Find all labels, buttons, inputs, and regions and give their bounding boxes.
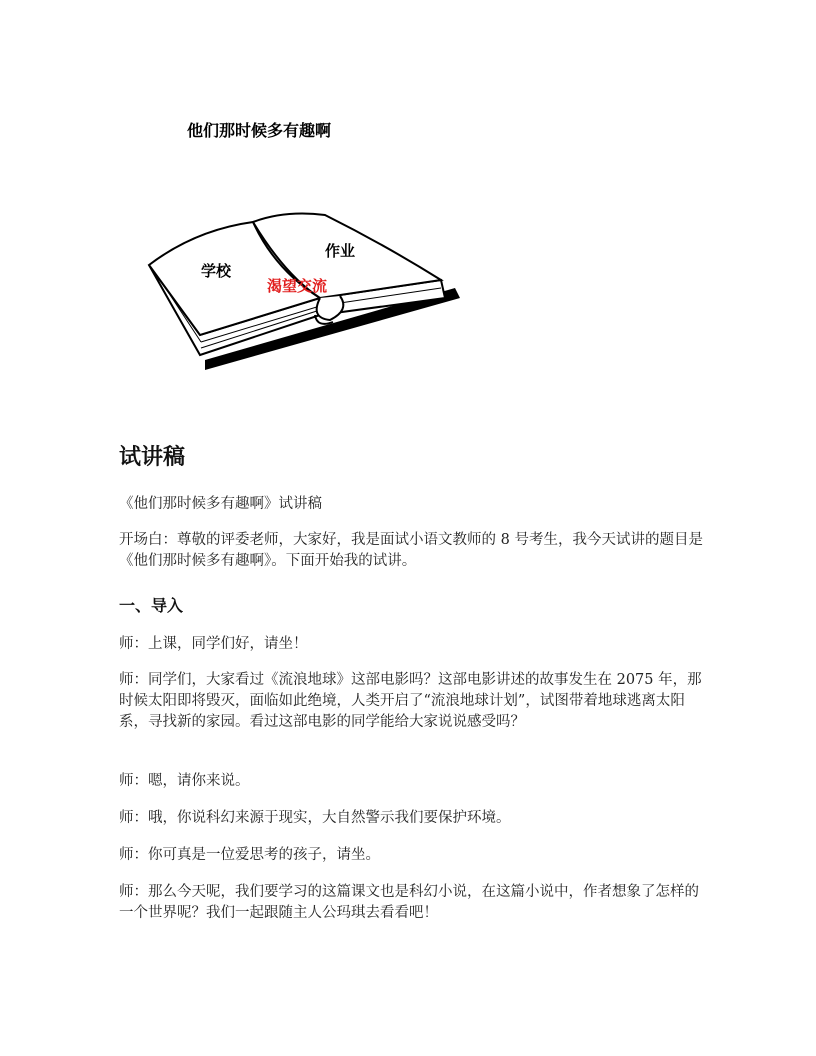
book-label-communication: 渴望交流 [267,277,328,295]
opening-paragraph: 开场白：尊敬的评委老师，大家好，我是面试小语文教师的 8 号考生，我今天试讲的题目是《他们那时候多有趣啊》。下面开始我的试讲。 [119,532,703,569]
dialogue-line: 师：同学们，大家看过《流浪地球》这部电影吗？这部电影讲述的故事发生在 2075 年，那时候太阳即将毁灭，面临如此绝境，人类开启了“流浪地球计划”，试图带着地球逃离太阳系，寻找新的家园。看过这部电影的同学能给大家说说感受吗？ [119,672,702,730]
section-heading-intro: 一、导入 [119,596,184,615]
book-label-school: 学校 [201,262,232,280]
board-title: 他们那时候多有趣啊 [187,121,332,140]
dialogue-line: 师：那么今天呢，我们要学习的这篇课文也是科幻小说，在这篇小说中，作者想象了怎样的一个世界呢？我们一起跟随主人公玛琪去看看吧！ [119,884,699,921]
dialogue-line: 师：嗯，请你来说。 [119,773,250,789]
book-illustration [135,210,460,375]
dialogue-line: 师：上课，同学们好，请坐！ [119,636,308,652]
dialogue-line: 师：哦，你说科幻来源于现实，大自然警示我们要保护环境。 [119,810,511,826]
document-heading: 试讲稿 [119,445,186,470]
dialogue-line: 师：你可真是一位爱思考的孩子，请坐。 [119,847,380,863]
document-subtitle: 《他们那时候多有趣啊》试讲稿 [119,496,322,512]
book-label-homework: 作业 [325,242,356,260]
